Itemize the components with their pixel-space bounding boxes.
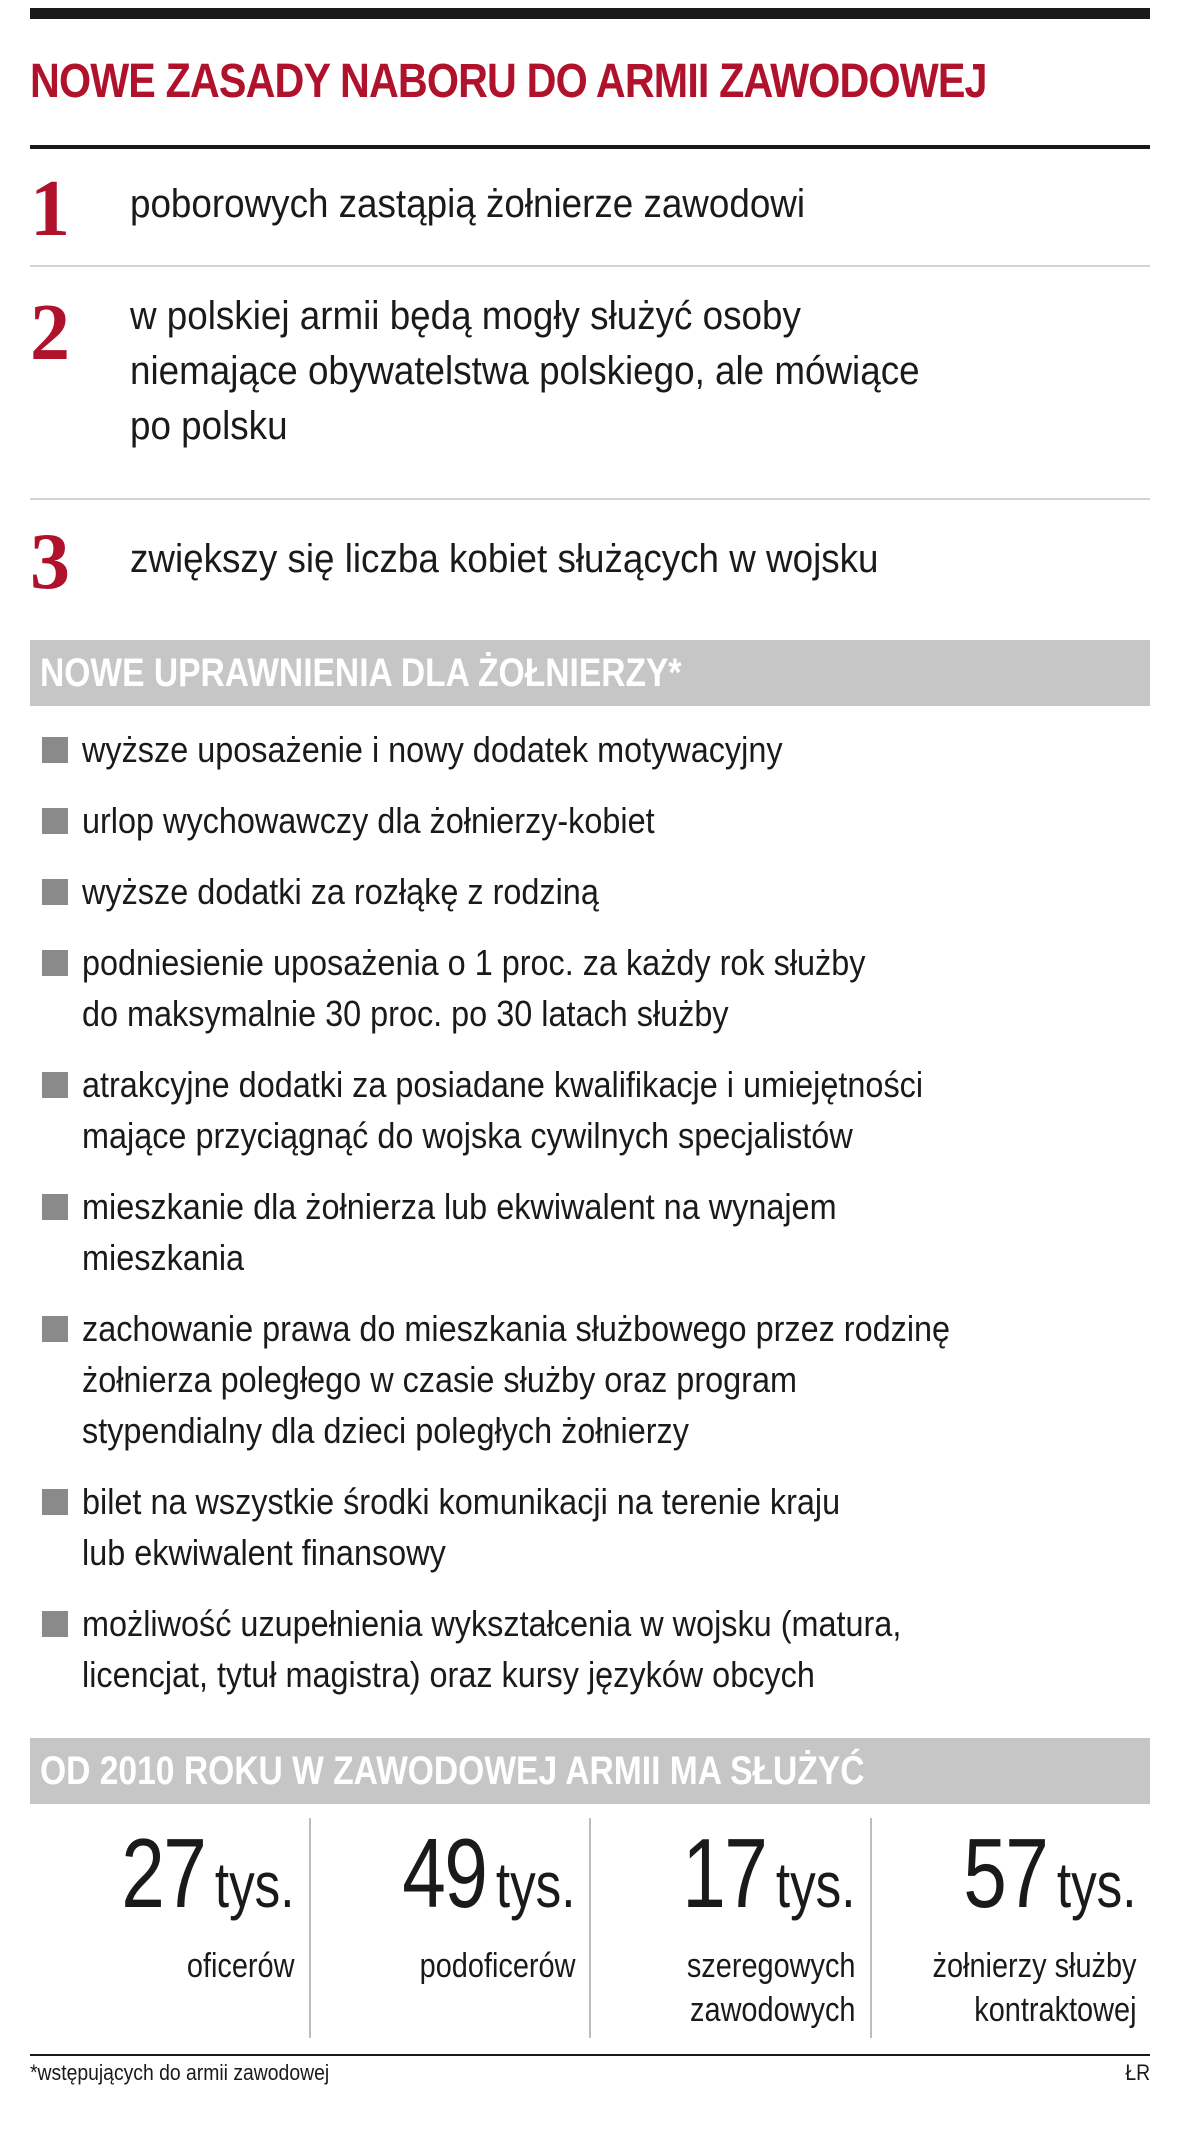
benefit-item <box>30 866 1150 917</box>
bullet-square <box>42 1194 68 1220</box>
item-text <box>130 500 1150 640</box>
benefit-line: mające przyciągnąć do wojska cywilnych specjalistów <box>82 1115 853 1156</box>
bullet-square <box>42 1611 68 1637</box>
footer <box>30 2056 1150 2090</box>
item-line: poborowych zastąpią żołnierze zawodowi <box>130 182 806 226</box>
benefit-item <box>30 1303 1150 1456</box>
bullet-square <box>42 808 68 834</box>
item-line: po polsku <box>130 404 288 448</box>
top-rule <box>30 8 1150 19</box>
numbered-list <box>30 149 1150 640</box>
benefit-line: zachowanie prawa do mieszkania służbowego przez rodzinę <box>82 1308 951 1349</box>
benefit-item <box>30 1598 1150 1700</box>
stat-noncommissioned <box>309 1818 590 2038</box>
item-number: 3 <box>30 518 70 606</box>
stat-value: 57 <box>962 1818 1047 1928</box>
stat-contract <box>870 1818 1151 2038</box>
benefit-item <box>30 724 1150 775</box>
infographic <box>30 8 1150 2090</box>
item-text <box>130 267 1150 498</box>
benefit-line: podniesienie uposażenia o 1 proc. za każdy rok służby <box>82 942 866 983</box>
item-number: 2 <box>30 289 70 377</box>
stat-unit: tys. <box>1056 1849 1136 1921</box>
stat-value: 27 <box>121 1818 206 1928</box>
bullet-square <box>42 950 68 976</box>
benefit-line: lub ekwiwalent finansowy <box>82 1532 446 1573</box>
benefit-line: atrakcyjne dodatki za posiadane kwalifikacje i umiejętności <box>82 1064 924 1105</box>
benefit-line: stypendialny dla dzieci poległych żołnierzy <box>82 1410 689 1451</box>
benefit-line: bilet na wszystkie środki komunikacji na terenie kraju <box>82 1481 841 1522</box>
footnote: *wstępujących do armii zawodowej <box>30 2060 330 2085</box>
stat-value: 17 <box>682 1818 767 1928</box>
stat-label: kontraktowej <box>973 1991 1136 2029</box>
stats-row <box>30 1818 1150 2038</box>
numbered-item <box>30 267 1150 500</box>
benefit-line: do maksymalnie 30 proc. po 30 latach służby <box>82 993 729 1034</box>
benefit-item <box>30 1181 1150 1283</box>
benefit-line: wyższe dodatki za rozłąkę z rodziną <box>82 871 599 912</box>
stat-value: 49 <box>401 1818 486 1928</box>
stat-label: zawodowych <box>690 1991 856 2029</box>
stat-unit: tys. <box>495 1849 575 1921</box>
bullet-square <box>42 1489 68 1515</box>
numbered-item <box>30 500 1150 640</box>
item-number: 1 <box>30 165 70 253</box>
item-text <box>130 149 1150 265</box>
stat-label: oficerów <box>186 1947 295 1985</box>
benefit-item <box>30 1476 1150 1578</box>
bullet-square <box>42 737 68 763</box>
main-title: NOWE ZASADY NABORU DO ARMII ZAWODOWEJ <box>30 55 987 108</box>
stats-heading: OD 2010 ROKU W ZAWODOWEJ ARMII MA SŁUŻYĆ <box>30 1738 1150 1804</box>
benefit-line: żołnierza poległego w czasie służby oraz program <box>82 1359 797 1400</box>
benefit-item <box>30 937 1150 1039</box>
benefits-heading: NOWE UPRAWNIENIA DLA ŻOŁNIERZY* <box>30 640 1150 706</box>
bullet-square <box>42 1316 68 1342</box>
benefit-line: mieszkania <box>82 1237 245 1278</box>
benefit-line: mieszkanie dla żołnierza lub ekwiwalent na wynajem <box>82 1186 837 1227</box>
numbered-item <box>30 149 1150 267</box>
stat-unit: tys. <box>775 1849 856 1921</box>
stat-officers <box>30 1818 309 2038</box>
item-line: niemające obywatelstwa polskiego, ale mówiące <box>130 349 920 393</box>
source-credit: ŁR <box>1125 2060 1150 2085</box>
bullet-square <box>42 879 68 905</box>
benefit-item <box>30 795 1150 846</box>
item-line: w polskiej armii będą mogły służyć osoby <box>130 294 801 338</box>
stat-label: podoficerów <box>419 1947 575 1985</box>
benefit-line: licencjat, tytuł magistra) oraz kursy języków obcych <box>82 1654 815 1695</box>
benefit-line: możliwość uzupełnienia wykształcenia w wojsku (matura, <box>82 1603 902 1644</box>
stat-label: żołnierzy służby <box>932 1947 1136 1985</box>
stat-privates <box>589 1818 870 2038</box>
benefit-item <box>30 1059 1150 1161</box>
benefit-line: wyższe uposażenie i nowy dodatek motywacyjny <box>82 729 783 770</box>
bullet-square <box>42 1072 68 1098</box>
stat-unit: tys. <box>214 1849 295 1921</box>
stat-label: szeregowych <box>686 1947 856 1985</box>
benefits-list <box>30 706 1150 1700</box>
benefit-line: urlop wychowawczy dla żołnierzy-kobiet <box>82 800 655 841</box>
item-line: zwiększy się liczba kobiet służących w wojsku <box>130 537 879 581</box>
